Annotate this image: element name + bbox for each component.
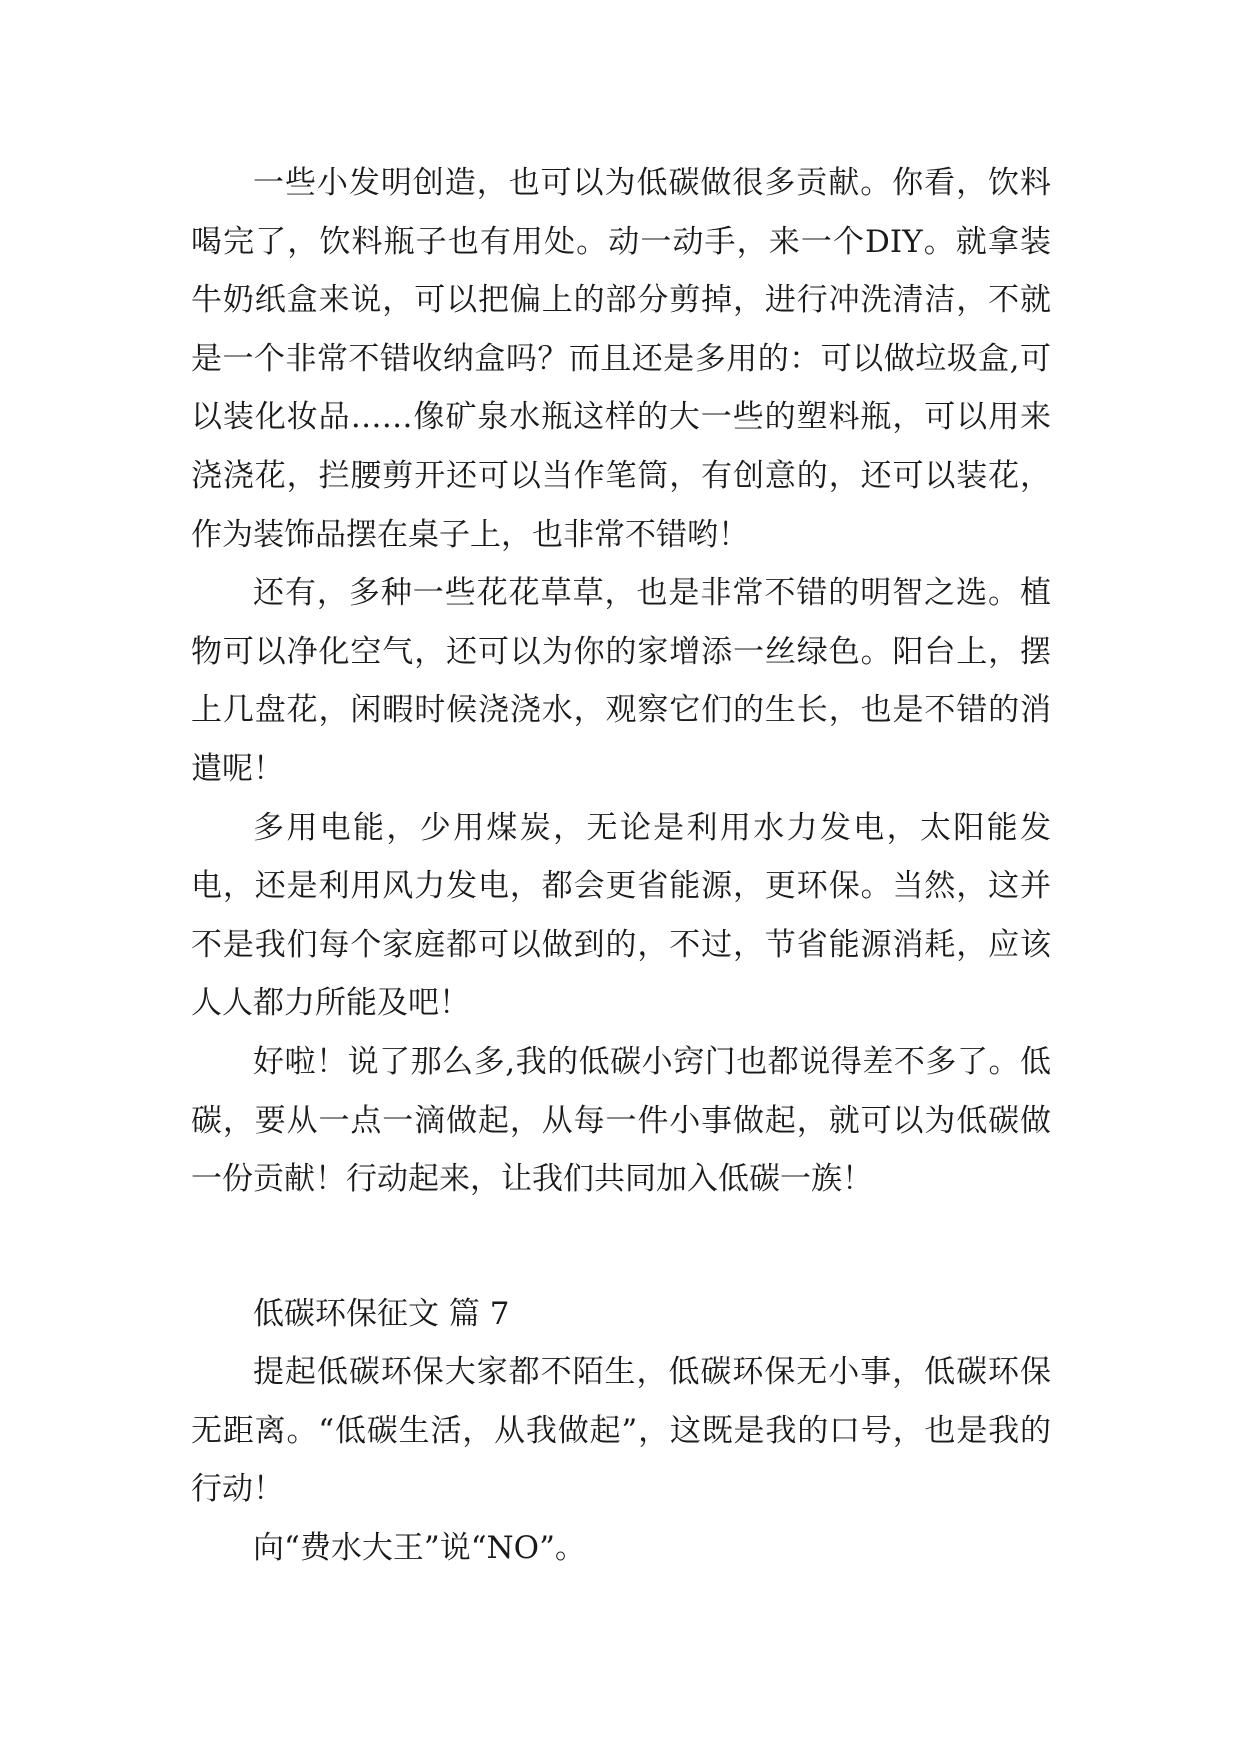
paragraph-electricity: 多用电能，少用煤炭，无论是利用水力发电，太阳能发电，还是利用风力发电，都会更省能源，更环保。当然，这并不是我们每个家庭都可以做到的，不过，节省能源消耗，应该人人都力所能及吧！ [191, 809, 1051, 1022]
paragraph-intro: 提起低碳环保大家都不陌生，低碳环保无小事，低碳环保无距离。“低碳生活，从我做起”，这既是我的口号，也是我的行动！ [191, 1354, 1051, 1508]
paragraph-diy-recycling: 一些小发明创造，也可以为低碳做很多贡献。你看，饮料喝完了，饮料瓶子也有用处。动一动手，来一个DIY。就拿装牛奶纸盒来说，可以把偏上的部分剪掉，进行冲洗清洁，不就是一个非常不错收纳盒吗？而且还是多用的：可以做垃圾盒,可以装化妆品……像矿泉水瓶这样的大一些的塑料瓶，可以用来浇浇花，拦腰剪开还可以当作笔筒，有创意的，还可以装花，作为装饰品摆在桌子上，也非常不错哟！ [191, 165, 1051, 553]
document-body [191, 154, 1051, 1578]
paragraph-water: 向“费水大王”说“NO”。 [253, 1530, 586, 1567]
section-heading: 低碳环保征文 篇 7 [253, 1295, 510, 1332]
paragraph-conclusion: 好啦！说了那么多,我的低碳小窍门也都说得差不多了。低碳，要从一点一滴做起，从每一件小事做起，就可以为低碳做一份贡献！行动起来，让我们共同加入低碳一族！ [191, 1043, 1051, 1198]
paragraph-plants: 还有，多种一些花花草草，也是非常不错的明智之选。植物可以净化空气，还可以为你的家增添一丝绿色。阳台上，摆上几盘花，闲暇时候浇浇水，观察它们的生长，也是不错的消遣呢！ [191, 575, 1051, 787]
